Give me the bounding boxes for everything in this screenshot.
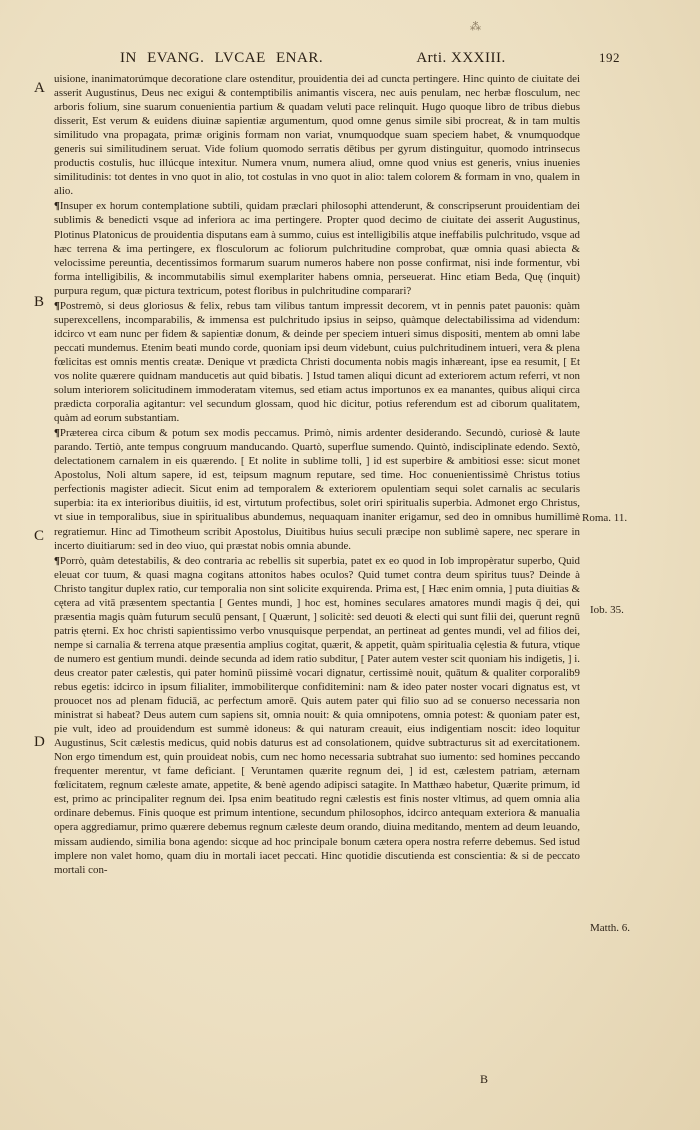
section-letter-d: D: [34, 734, 45, 750]
paragraph-text: Porrò, quàm detestabilis, & deo contraria ac rebellis sit superbia, patet ex eo quod in Iob impropèratur superbo, Quid eleuat cor tuum, & quasi magna cogitans attonitos habes oculos? Quid tumet contra deum spiritus tuus? Deinde à Christo tangitur duplex ratio, cur temporalia non sint solicite exquirenda. Prima est, [ Hæc enim omnia, ] puta diuitias & cętera ad vitā præsentem spectantia [ Gentes mundi, ] hoc est, homines seculares amatores mundi magis q̄ dei, qui præsentia magis quàm futurum seculū pensant, [ Quærunt, ] solicitè: sed deuoti & electi qui sunt filii dei, querunt regnū patris ęterni. Ex hoc christi sapientissimo verbo vnusquisque perpendat, an pertineat ad gentes mundi, vel ad filios dei, nempe si carnalia & terrena atque præsentia amplius cogitat, quærit, & appetit, quàm spiritualia cęlestia & futura, vtique de numero est gentium mundi. deinde secunda ad idem ratio subditur, [ Pater autem vester scit quoniam his indigetis, ] i. deus creator pater cælestis, qui pater hominū piissimè vocari dignatur, certissimè nouit, quātum & qualiter corporalib9 rebus egetis: idcirco in ipsum filialiter, immobiliterque confiditemini: nam & ideo pater noster vocari dignatus est, vt prouocet nos ad plenam fiduciā, ac perfectum amorē. Quis autem pater qui filio suo ad se conuerso necessaria non ministrat si habeat? Deus autem cum sapiens sit, omnia nouit: & quia omnipotens, omnia potest: & quoniam pater est, pie vult, ideo ad prouidendum est summè idoneus: & qui naturam creauit, eius indigentiam noscit: ideo loquitur Augustinus, Scit cælestis medicus, quid nobis daturus est ad consolationem, quidve subtracturus sit ad exercitationem. Non ergo timendum est, quin prouideat nobis, cum nec homo necessaria subtrahat suo iumento: sed homines peccando frequenter merentur, vt fame deficiant. [ Veruntamen quærite regnum dei, ] id est, cælestem patriam, æternam fœlicitatem, regnum cæleste amate, appetite, & benè agendo adipisci satagite. In Matthæo habetur, Quærite primum, id est, primo ac principaliter regnum dei. Ipsa enim beatitudo regni cælestis est finis noster vltimus, ad quem omnia alia ordinare debemus. Finis quoque est primum intentione, secundum philosophos, idcirco antequam exteriora & manualia opera aggrediamur, primo quærere debemus regnum cæleste deum orando, diuina meditando, mentem ad deum leuando, missam audiendo, similia bona agendo: sicque ad hoc principale bonum cætera opera nostra referre debemus. Sed istud implere non valet homo, quam diu in mortali iacet peccati. Hinc quotidie discutienda est conscientia: & si de peccato mortali con-: [54, 554, 580, 876]
margin-note-roma: Roma. 11.: [582, 512, 628, 524]
pilcrow-icon: ¶: [54, 427, 60, 440]
section-letter-c: C: [34, 528, 45, 544]
ornament-mark: ⁂: [470, 20, 481, 33]
margin-note-matth: Matth. 6.: [590, 922, 631, 934]
paragraph: [54, 426, 580, 552]
paragraph: [54, 199, 580, 297]
section-letter-b: B: [34, 294, 45, 310]
margin-note-iob: Iob. 35.: [590, 604, 624, 616]
paragraph: [54, 299, 580, 425]
page-number: 192: [599, 50, 620, 65]
signature-mark: B: [480, 1072, 489, 1086]
header-title: IN EVANG. LVCAE ENAR.: [120, 50, 324, 66]
paragraph-text: Insuper ex horum contemplatione subtili, quidam præclari philosophi attenderunt, & conscripserunt prouidentiam dei sublimis & benedicti vsque ad inferiora ac ima pertingere. Propter quod decimo de ciuitate dei asserit Augustinus, Plotinus Platonicus de prouidentia disputans eam à summo, cuius est intelligibilis atque ineffabilis pulchritudo, vsque ad hæc terrena & ima pertingere, ex flosculorum ac foliorum pulchritudine comprobat, quæ omnia quasi abiecta & velocissime pereuntia, decentissimos formarum suarum numeros habere non posse confirmat, nisi inde formentur, vbi forma intelligibilis, & incommutabilis simul exemplariter habens omnia, perseuerat. Hinc etiam Beda, Quę (inquit) purpura regum, quæ pictura textricum, potest floribus in pulchritudine comparari?: [54, 200, 580, 297]
section-letter-a: A: [34, 80, 45, 96]
paragraph-text: Præterea circa cibum & potum sex modis peccamus. Primò, nimis ardenter desiderando. Secundò, curiosè & laute parando. Tertiò, ante tempus congruum manducando. Quartò, superflue sumendo. Quintò, indisciplinate edendo. Sextò, delectationem carnalem in eis quærendo. [ Et nolite in sublime tolli, ] id est superbire & ambitiosi esse: sicut monet Apostolus, Noli altum sapere, id est, teipsum magnum reputare, sed time. Hoc conuenientissimè Christus totius perfectionis magister adiecit. Sicut enim ad temporalem & exteriorem opulentiam sequi solet carnalis ac secularis superbia: ita ex interioribus diuitiis, id est, virtutum profectibus, solet oriri spiritualis superbia. Admonet ergo Christus, vt siue in temporalibus, siue in spiritualibus abundemus, nequaquam inaniter erigamur, sed deo in omnibus humillimè regratiemur. Hinc ad Timotheum scribit Apostolus, Diuitibus huius seculi præcipe non sublimè sapere, nec sperare in incerto diuitiarum: sed in deo viuo, qui præstat nobis omnia abunde.: [54, 427, 580, 552]
paragraph: [54, 72, 580, 198]
pilcrow-icon: ¶: [54, 554, 60, 567]
paragraph: [54, 554, 580, 877]
running-header: [120, 50, 620, 67]
header-article: Arti. XXXIII.: [416, 50, 506, 66]
paragraph-text: uisione, inanimatorúmque decoratione clare ostenditur, prouidentia dei ad cuncta pertingere. Hinc quinto de ciuitate dei asserit Augustinus, Deus nec exigui & contemptibilis animantis viscera, nec auis penulam, nec herbæ flosculum, nec arboris folium, sine suarum conuenientia partium & quadam veluti pace relinquit. Hugo quoque libro de tribus diebus disserit, Est verum & euidens diuinæ sapientiæ argumentum, quod omne genus simile sibi procreat, & in tam multis similitudo vna propagata, primæ originis formam non variat, vnumquodque suam speciem habet, & vnumquodque generis sui similitudinem seruat. Vide folium quomodo serratis dētibus per gyrum distinguitur, quomodo intrinsecus productis costulis, huc illúcque intexitur. Numera vnum, numera aliud, omne quod vnius est generis, vnius inuenies similitudinis: tot dentes in vno quot in alio, tot costulas in vno quot in alio: talem colorem & formam in vno, qualem in alio.: [54, 73, 580, 198]
text-column: [54, 72, 580, 1072]
pilcrow-icon: ¶: [54, 200, 60, 213]
pilcrow-icon: ¶: [54, 299, 60, 312]
paragraph-text: Postremò, si deus gloriosus & felix, rebus tam vilibus tantum impressit decorem, vt in pennis patet pauonis: quàm superexcellens, incomparabilis, & immensa est pulchritudo ipsius in seipso, quàmque delectabilissima ad videndum: idcirco vt eam nunc per fidem & sapientiæ donum, & deinde per speciem intueri simus dispositi, mentem ab omni labe peccati mundemus. Etenim beati mundo corde, quoniam ipsi deum videbunt, cuius pulchritudinem intueri, vera & plena fœlicitas est omnis mentis creatæ. Denique vt prædicta Christi documenta nobis magis inhæreant, ipse ea resumit, [ Et vos nolite quærere quidnam manducetis aut quid bibatis. ] Istud tamen aliqui dicunt ad exteriorem actum referri, vt non solum interiorem solicitudinem immoderatam vitemus, sed etiam actus importunos ex ea manantes, quibus aliqui circa prædicta corporalia agitantur: vel secundum glossam, quod hic dicitur, potius referendum est ad ciborum qualitatem, quàm ad eorum substantiam.: [54, 299, 580, 425]
